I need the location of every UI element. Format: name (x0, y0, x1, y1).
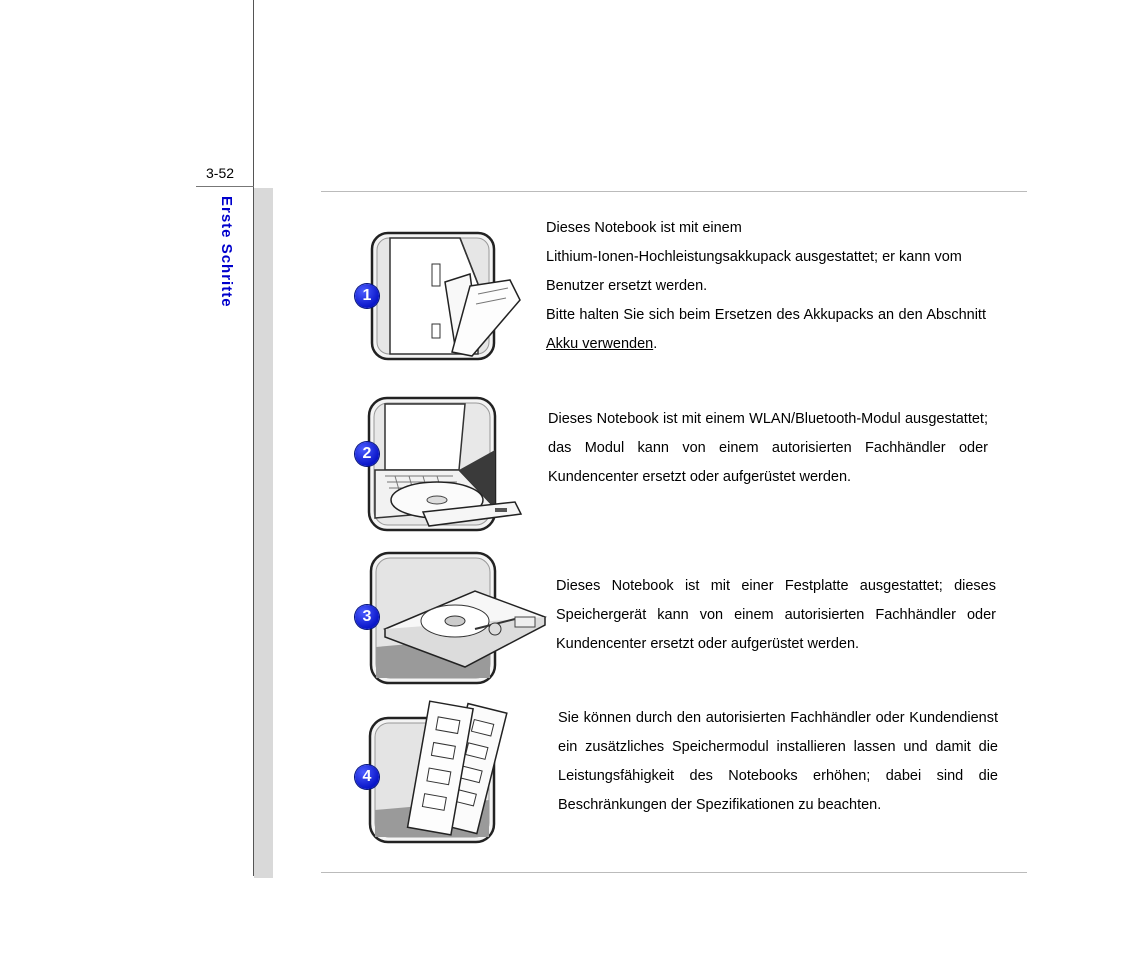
section-1-line-2: Lithium-Ionen-Hochleistungsakkupack ausgestattet; er kann vom Benutzer ersetzt werden. (546, 249, 962, 294)
step-badge-1: 1 (355, 284, 379, 308)
hard-disk-icon (355, 547, 550, 692)
step-badge-2: 2 (355, 442, 379, 466)
top-rule (321, 191, 1027, 192)
step-badge-4: 4 (355, 765, 379, 789)
page-number-rule (196, 186, 254, 187)
section-1-line-3: Bitte halten Sie sich beim Ersetzen des Akkupacks an den Abschnitt Akku verwenden. (546, 307, 986, 352)
section-2-text: Dieses Notebook ist mit einem WLAN/Bluetooth-Modul ausgestattet; das Modul kann von einem autorisierten Fachhändler oder Kundencenter ersetzt oder aufgerüstet werden. (548, 411, 988, 485)
page-number: 3-52 (206, 165, 235, 181)
step-badge-3: 3 (355, 605, 379, 629)
bottom-rule (321, 872, 1027, 873)
memory-module-icon (360, 700, 520, 850)
akku-link[interactable]: Akku verwenden (546, 336, 654, 352)
optical-drive-icon (355, 390, 525, 540)
section-1-line-1: Dieses Notebook ist mit einem (546, 220, 742, 236)
sidebar-bar (254, 188, 273, 878)
section-1-text (546, 214, 986, 359)
battery-pack-icon (360, 224, 530, 369)
chapter-label: Erste Schritte (218, 196, 235, 308)
section-3-text: Dieses Notebook ist mit einer Festplatte ausgestattet; dieses Speichergerät kann von einem autorisierten Fachhändler oder Kundencenter ersetzt oder aufgerüstet werden. (556, 578, 996, 652)
section-4-text: Sie können durch den autorisierten Fachhändler oder Kundendienst ein zusätzliches Speichermodul installieren lassen und damit die Leistungsfähigkeit des Notebooks erhöhen; dabei sind die Beschränkungen der Spezifikationen zu beachten. (558, 710, 998, 813)
